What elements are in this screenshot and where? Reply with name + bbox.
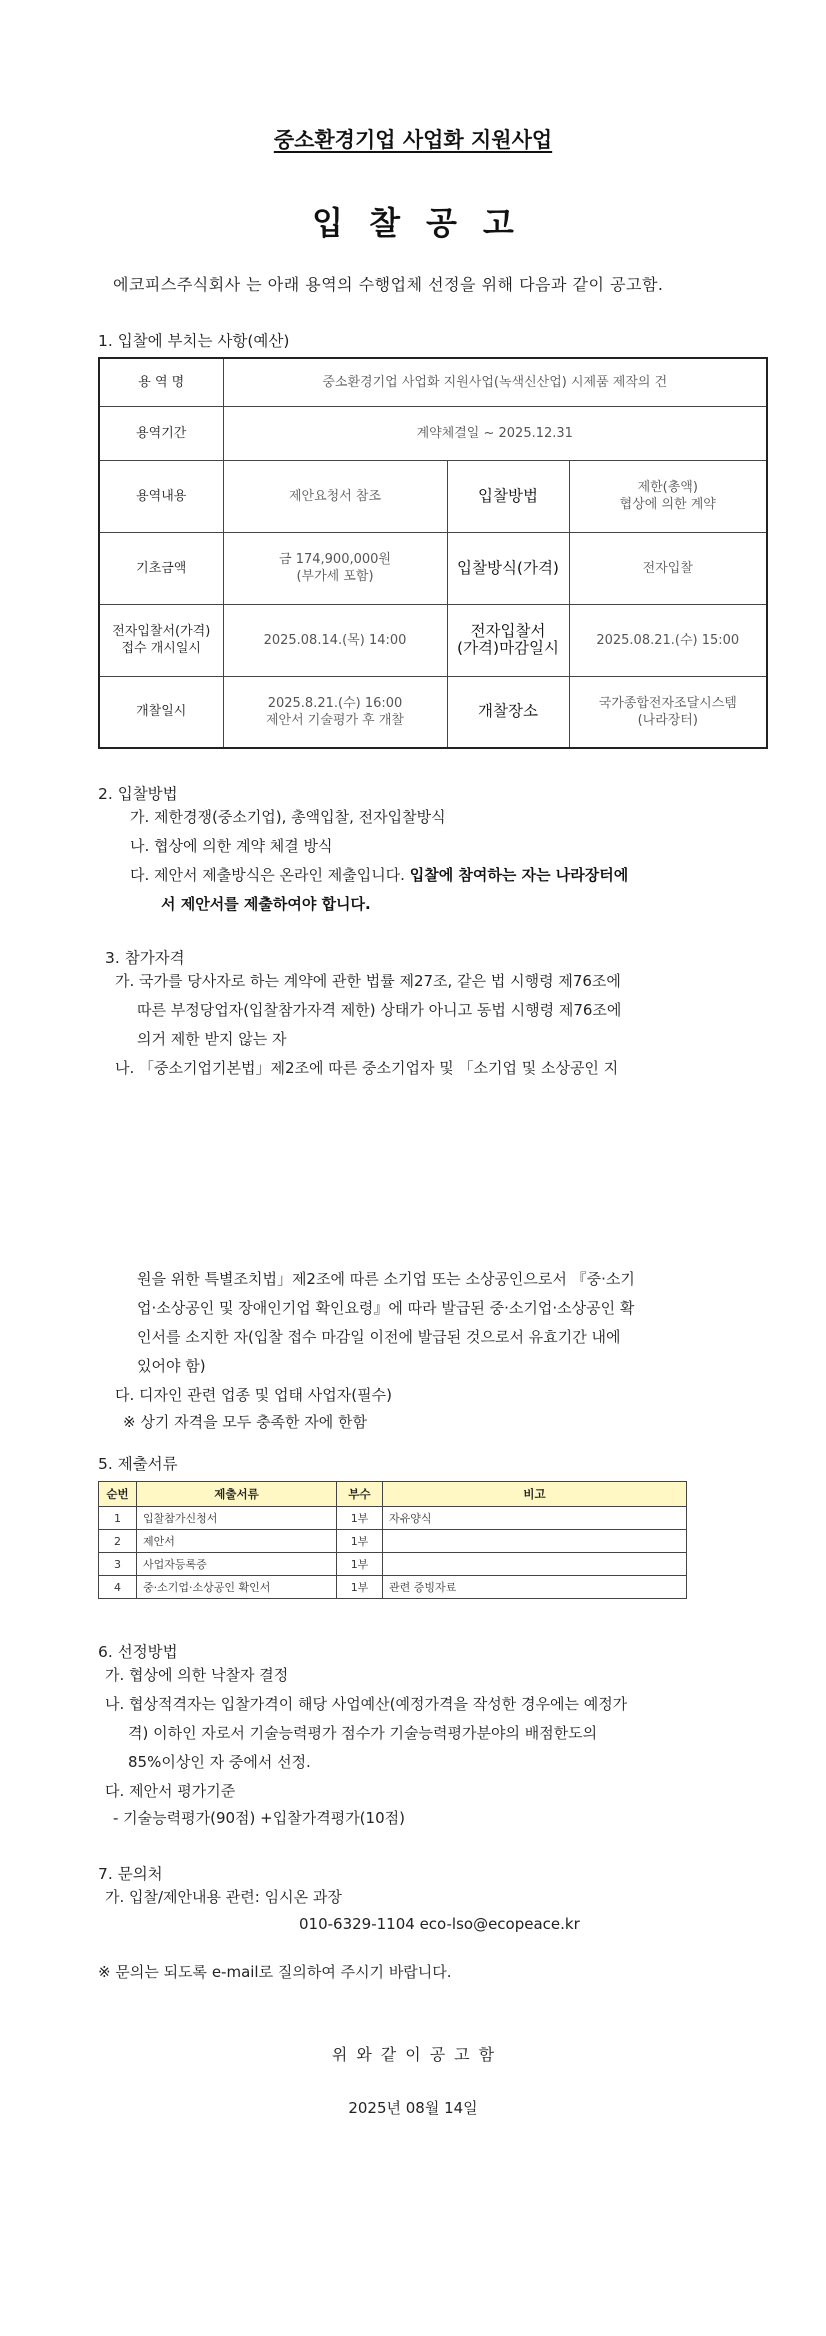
notice-date: 2025년 08월 14일 bbox=[348, 2099, 478, 2117]
table-row: 1 입찰참가신청서 1부 자유양식 bbox=[99, 1507, 687, 1530]
section2-heading: 2. 입찰방법 bbox=[98, 785, 178, 803]
section2-item-na: 나. 협상에 의한 계약 체결 방식 bbox=[130, 837, 333, 855]
section3-da: 다. 디자인 관련 업종 및 업태 사업자(필수) bbox=[115, 1386, 392, 1404]
section7-heading: 7. 문의처 bbox=[98, 1865, 163, 1883]
closing-statement: 위와같이공고함 bbox=[331, 2045, 504, 2064]
section3-na-line5: 있어야 함) bbox=[137, 1357, 206, 1375]
section6-ga: 가. 협상에 의한 낙찰자 결정 bbox=[105, 1666, 289, 1684]
bid-type-label: 입찰방식(가격) bbox=[447, 532, 569, 604]
section6-heading: 6. 선정방법 bbox=[98, 1643, 178, 1661]
submission-docs-table bbox=[98, 1481, 687, 1599]
section3-na-line2: 원을 위한 특별조치법」제2조에 따른 소기업 또는 소상공인으로서 『중·소기 bbox=[137, 1270, 635, 1288]
program-title: 중소환경기업 사업화 지원사업 bbox=[273, 128, 553, 152]
deadline-value: 2025.08.21.(수) 15:00 bbox=[569, 604, 767, 676]
opening-value: 2025.8.21.(수) 16:00 제안서 기술평가 후 개찰 bbox=[223, 676, 447, 748]
intro-text: 에코피스주식회사 는 아래 용역의 수행업체 선정을 위해 다음과 같이 공고함. bbox=[113, 275, 664, 294]
col-header-copies: 부수 bbox=[337, 1482, 383, 1507]
opening-label: 개찰일시 bbox=[99, 676, 223, 748]
service-name-value: 중소환경기업 사업화 지원사업(녹색신산업) 시제품 제작의 건 bbox=[223, 358, 767, 406]
col-header-no: 순번 bbox=[99, 1482, 137, 1507]
section1-heading: 1. 입찰에 부치는 사항(예산) bbox=[98, 332, 290, 350]
section3-ga-line3: 의거 제한 받지 않는 자 bbox=[137, 1030, 287, 1048]
section5-heading: 5. 제출서류 bbox=[98, 1455, 178, 1473]
section7-contact-detail: 010-6329-1104 eco-lso@ecopeace.kr bbox=[299, 1915, 580, 1933]
section6-da: 다. 제안서 평가기준 bbox=[105, 1782, 236, 1800]
section2-item-da-cont: 서 제안서를 제출하여야 합니다. bbox=[161, 895, 371, 913]
section3-na-line3: 업·소상공인 및 장애인기업 확인요령』에 따라 발급된 중·소기업·소상공인 확 bbox=[137, 1299, 635, 1317]
section6-na-line1: 나. 협상적격자는 입찰가격이 해당 사업예산(예정가격을 작성한 경우에는 예정가 bbox=[105, 1695, 628, 1713]
method-value: 제한(총액) 협상에 의한 계약 bbox=[569, 460, 767, 532]
start-time-label: 전자입찰서(가격) 접수 개시일시 bbox=[99, 604, 223, 676]
section3-na-line1: 나. 「중소기업기본법」제2조에 따른 중소기업자 및 「소기업 및 소상공인 지 bbox=[115, 1059, 619, 1077]
section2-item-ga: 가. 제한경쟁(중소기업), 총액입찰, 전자입찰방식 bbox=[130, 808, 446, 826]
deadline-label: 전자입찰서 (가격)마감일시 bbox=[447, 604, 569, 676]
section3-ga-line2: 따른 부정당업자(입찰참가자격 제한) 상태가 아니고 동법 시행령 제76조에 bbox=[137, 1001, 622, 1019]
section6-criteria: - 기술능력평가(90점) +입찰가격평가(10점) bbox=[113, 1809, 405, 1827]
base-price-value: 금 174,900,000원 (부가세 포함) bbox=[223, 532, 447, 604]
method-label: 입찰방법 bbox=[447, 460, 569, 532]
base-price-label: 기초금액 bbox=[99, 532, 223, 604]
col-header-doc: 제출서류 bbox=[137, 1482, 337, 1507]
start-time-value: 2025.08.14.(목) 14:00 bbox=[223, 604, 447, 676]
venue-label: 개찰장소 bbox=[447, 676, 569, 748]
period-label: 용역기간 bbox=[99, 406, 223, 460]
document-title: 입찰공고 bbox=[312, 204, 540, 242]
service-name-label: 용 역 명 bbox=[99, 358, 223, 406]
table-row: 3 사업자등록증 1부 bbox=[99, 1553, 687, 1576]
table-row: 2 제안서 1부 bbox=[99, 1530, 687, 1553]
period-value: 계약체결일 ~ 2025.12.31 bbox=[223, 406, 767, 460]
section3-note: ※ 상기 자격을 모두 충족한 자에 한함 bbox=[123, 1413, 368, 1431]
section6-na-line2: 격) 이하인 자로서 기술능력평가 점수가 기술능력평가분야의 배점한도의 bbox=[128, 1724, 598, 1742]
col-header-note: 비고 bbox=[383, 1482, 687, 1507]
content-value: 제안요청서 참조 bbox=[223, 460, 447, 532]
section6-na-line3: 85%이상인 자 중에서 선정. bbox=[128, 1753, 311, 1771]
section2-item-da: 다. 제안서 제출방식은 온라인 제출입니다. 입찰에 참여하는 자는 나라장터에 bbox=[130, 866, 629, 884]
table-row: 4 중·소기업·소상공인 확인서 1부 관련 증빙자료 bbox=[99, 1576, 687, 1599]
section3-heading: 3. 참가자격 bbox=[105, 949, 185, 967]
section3-ga-line1: 가. 국가를 당사자로 하는 계약에 관한 법률 제27조, 같은 법 시행령 제76조에 bbox=[115, 972, 621, 990]
venue-value: 국가종합전자조달시스템 (나라장터) bbox=[569, 676, 767, 748]
bid-info-table bbox=[98, 357, 768, 749]
bid-type-value: 전자입찰 bbox=[569, 532, 767, 604]
content-label: 용역내용 bbox=[99, 460, 223, 532]
section7-contact: 가. 입찰/제안내용 관련: 임시온 과장 bbox=[105, 1888, 342, 1906]
inquiry-notice: ※ 문의는 되도록 e-mail로 질의하여 주시기 바랍니다. bbox=[98, 1963, 452, 1981]
section3-na-line4: 인서를 소지한 자(입찰 접수 마감일 이전에 발급된 것으로서 유효기간 내에 bbox=[137, 1328, 621, 1346]
